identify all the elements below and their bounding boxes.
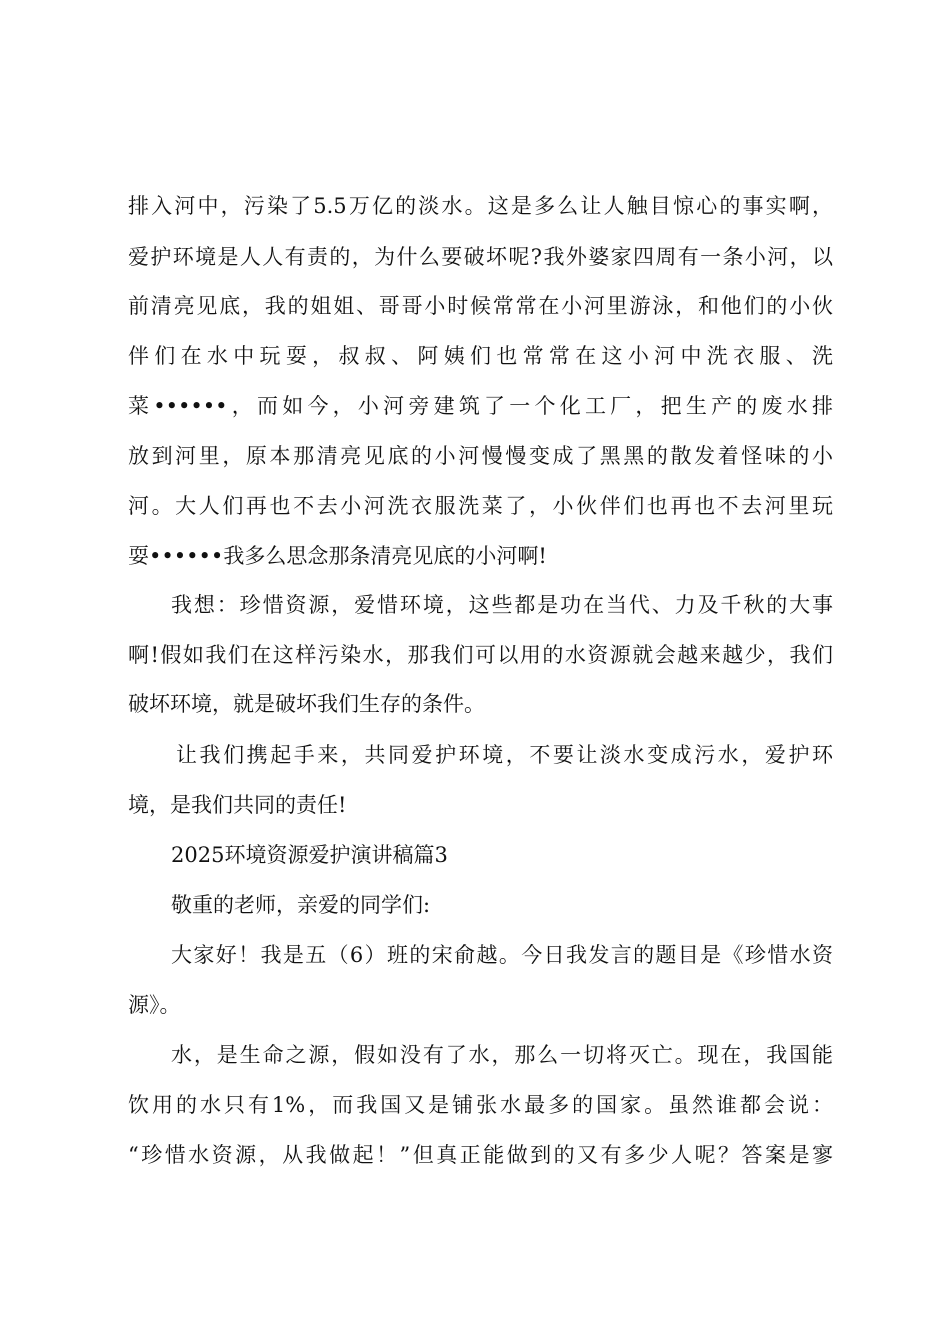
- body-line: 我想：珍惜资源，爱惜环境，这些都是功在当代、力及千秋的大事: [171, 593, 833, 617]
- body-line: 破坏环境，就是破坏我们生存的条件。: [128, 692, 485, 716]
- body-line: 让我们携起手来，共同爱护环境，不要让淡水变成污水，爱护环: [176, 743, 833, 767]
- body-line: 排入河中，污染了5.5万亿的淡水。这是多么让人触目惊心的事实啊，: [128, 194, 833, 218]
- body-line: 河。大人们再也不去小河洗衣服洗菜了，小伙伴们也再也不去河里玩: [128, 494, 833, 518]
- body-line: 源》。: [128, 993, 181, 1017]
- body-line: 放到河里，原本那清亮见底的小河慢慢变成了黑黑的散发着怪味的小: [128, 444, 833, 468]
- body-line: 大家好！我是五（6）班的宋俞越。今日我发言的题目是《珍惜水资: [171, 943, 833, 967]
- body-line: 耍••••••我多么思念那条清亮见底的小河啊!: [128, 544, 547, 568]
- section-heading: 2025环境资源爱护演讲稿篇3: [171, 843, 448, 867]
- body-line: 饮用的水只有1%，而我国又是铺张水最多的国家。虽然谁都会说：: [128, 1093, 833, 1117]
- salutation: 敬重的老师，亲爱的同学们:: [171, 893, 431, 917]
- body-line: 境，是我们共同的责任!: [128, 793, 347, 817]
- body-line: 爱护环境是人人有责的，为什么要破坏呢?我外婆家四周有一条小河，以: [128, 245, 833, 269]
- body-line: “珍惜水资源，从我做起！”但真正能做到的又有多少人呢？答案是寥: [128, 1143, 833, 1167]
- body-line: 菜••••••，而如今，小河旁建筑了一个化工厂，把生产的废水排: [128, 394, 833, 418]
- body-line: 啊!假如我们在这样污染水，那我们可以用的水资源就会越来越少，我们: [128, 643, 833, 667]
- body-line: 水，是生命之源，假如没有了水，那么一切将灭亡。现在，我国能: [171, 1043, 833, 1067]
- body-line: 前清亮见底，我的姐姐、哥哥小时候常常在小河里游泳，和他们的小伙: [128, 294, 833, 318]
- body-line: 伴们在水中玩耍，叔叔、阿姨们也常常在这小河中洗衣服、洗: [128, 344, 833, 368]
